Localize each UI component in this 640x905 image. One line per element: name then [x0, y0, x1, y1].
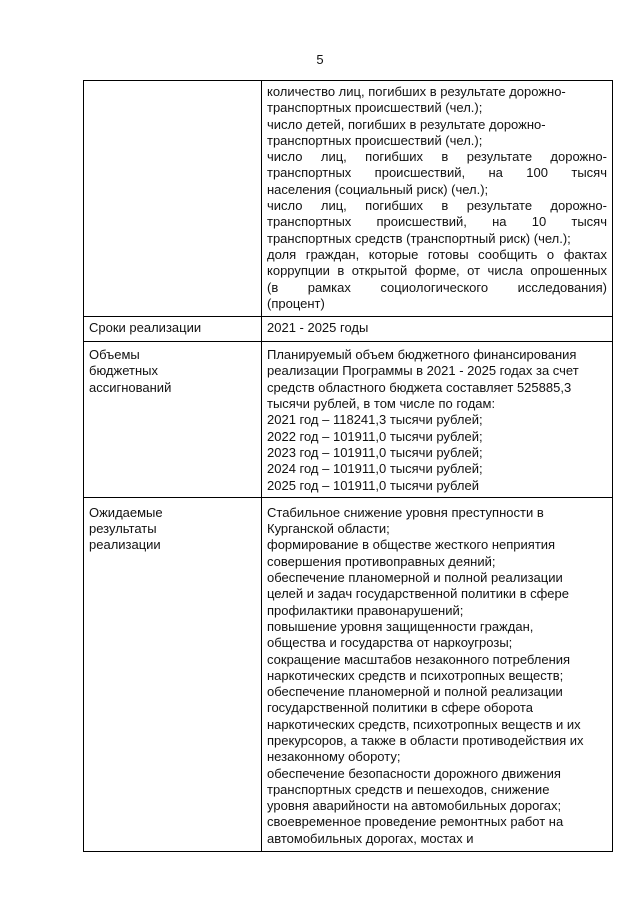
indicators-label-cell	[84, 81, 262, 317]
result-line: уровня аварийности на автомобильных дорогах;	[267, 798, 562, 814]
page-number: 5	[316, 52, 324, 67]
budget-line: реализации Программы в 2021 - 2025 годах за счет	[267, 363, 579, 379]
budget-line: Планируемый объем бюджетного финансирования	[267, 347, 577, 363]
result-line: Стабильное снижение уровня преступности в	[267, 504, 544, 520]
budget-label-line: ассигнований	[89, 379, 172, 395]
passport-table	[83, 80, 613, 852]
indicators-value-cell	[262, 81, 613, 317]
budget-year-line: 2021 год – 118241,3 тысячи рублей;	[267, 412, 483, 428]
deadline-label: Сроки реализации	[84, 317, 262, 342]
result-line: повышение уровня защищенности граждан,	[267, 618, 534, 634]
results-label-line: Ожидаемые	[89, 504, 163, 520]
indicator-line: коррупции в открытой форме, от числа опрошенных	[267, 263, 607, 279]
result-line: государственной политики в сфере оборота	[267, 700, 533, 716]
result-line: наркотических средств и психотропных веществ;	[267, 667, 564, 683]
result-line: совершения противоправных деяний;	[267, 553, 496, 569]
results-label-cell	[84, 497, 262, 851]
indicator-line: доля граждан, которые готовы сообщить о фактах	[267, 246, 607, 262]
budget-line: средств областного бюджета составляет 525885,3	[267, 379, 572, 395]
result-line: целей и задач государственной политики в сфере	[267, 586, 569, 602]
deadline-value: 2021 - 2025 годы	[262, 317, 613, 342]
results-value-cell	[262, 497, 613, 851]
result-line: обеспечение планомерной и полной реализации	[267, 684, 563, 700]
indicator-line: транспортных происшествий (чел.);	[267, 132, 483, 148]
budget-year-line: 2022 год – 101911,0 тысячи рублей;	[267, 428, 483, 444]
results-label-line: реализации	[89, 537, 161, 553]
result-line: профилактики правонарушений;	[267, 602, 464, 618]
budget-line: тысячи рублей, в том числе по годам:	[267, 396, 496, 412]
indicator-line: (в рамках социологического исследования)	[267, 279, 607, 295]
budget-year-line: 2024 год – 101911,0 тысячи рублей;	[267, 461, 483, 477]
result-line: незаконному обороту;	[267, 749, 401, 765]
indicator-line: (процент)	[267, 295, 325, 311]
result-line: автомобильных дорогах, мостах и	[267, 830, 474, 846]
indicator-line: транспортных происшествий, на 10 тысяч	[267, 214, 607, 230]
indicator-line: число детей, погибших в результате дорожно-	[267, 116, 546, 132]
result-line: Курганской области;	[267, 521, 390, 537]
budget-year-line: 2025 год – 101911,0 тысячи рублей	[267, 477, 479, 493]
indicator-line: транспортных происшествий, на 100 тысяч	[267, 165, 607, 181]
result-line: сокращение масштабов незаконного потребления	[267, 651, 571, 667]
indicator-line: транспортных средств (транспортный риск) (чел.);	[267, 230, 571, 246]
indicator-line: транспортных происшествий (чел.);	[267, 100, 483, 116]
result-line: общества и государства от наркоугрозы;	[267, 635, 513, 651]
results-row	[84, 497, 613, 851]
indicator-line: число лиц, погибших в результате дорожно-	[267, 198, 607, 214]
result-line: формирование в обществе жесткого неприятия	[267, 537, 556, 553]
deadline-row	[84, 317, 613, 342]
result-line: обеспечение безопасности дорожного движения	[267, 765, 561, 781]
result-line: прекурсоров, а также в области противодействия их	[267, 732, 584, 748]
budget-row	[84, 342, 613, 498]
budget-label-cell	[84, 342, 262, 498]
indicator-line: число лиц, погибших в результате дорожно-	[267, 149, 607, 165]
budget-year-line: 2023 год – 101911,0 тысячи рублей;	[267, 444, 483, 460]
indicator-line: количество лиц, погибших в результате дорожно-	[267, 84, 566, 99]
indicator-line: населения (социальный риск) (чел.);	[267, 181, 489, 197]
budget-value-cell	[262, 342, 613, 498]
indicators-row	[84, 81, 613, 317]
result-line: наркотических средств, психотропных веществ и их	[267, 716, 581, 732]
result-line: обеспечение планомерной и полной реализации	[267, 570, 563, 586]
result-line: транспортных средств и пешеходов, снижение	[267, 781, 550, 797]
budget-label-line: Объемы	[89, 347, 140, 363]
results-label-line: результаты	[89, 521, 157, 537]
result-line: своевременное проведение ремонтных работ на	[267, 814, 564, 830]
budget-label-line: бюджетных	[89, 363, 158, 379]
